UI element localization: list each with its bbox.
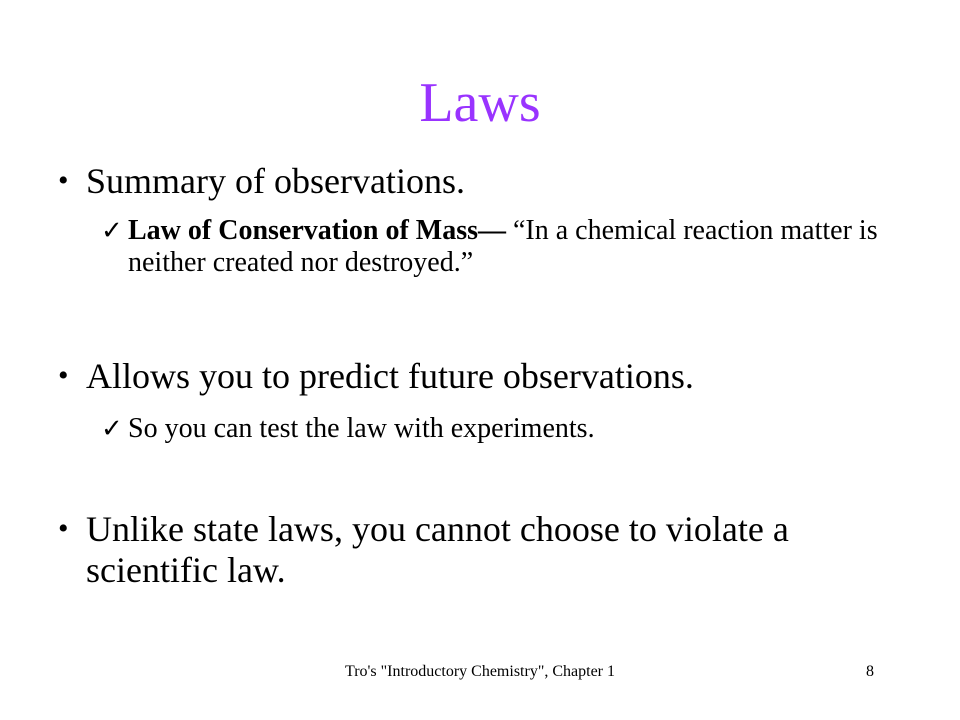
bullet-text: Summary of observations. — [86, 161, 465, 201]
checkmark-icon: ✓ — [101, 216, 123, 246]
bullet-text: Unlike state laws, you cannot choose to violate a scientific law. — [86, 509, 789, 590]
sub-item-text: So you can test the law with experiments. — [128, 413, 595, 444]
law-name: Law of Conservation of Mass— — [128, 215, 506, 246]
sub-item-text — [128, 215, 908, 279]
law-statement: “In a chemical reaction matter is neither created nor destroyed.” — [128, 215, 878, 278]
page-number: 8 — [866, 663, 874, 680]
bullet-text: Allows you to predict future observations. — [86, 356, 694, 396]
bullet-icon: • — [58, 359, 69, 392]
slide-title: Laws — [419, 72, 541, 134]
bullet-icon: • — [58, 164, 69, 197]
checkmark-icon: ✓ — [101, 414, 123, 444]
footer-source: Tro's "Introductory Chemistry", Chapter 1 — [345, 663, 615, 680]
bullet-icon: • — [58, 512, 69, 545]
